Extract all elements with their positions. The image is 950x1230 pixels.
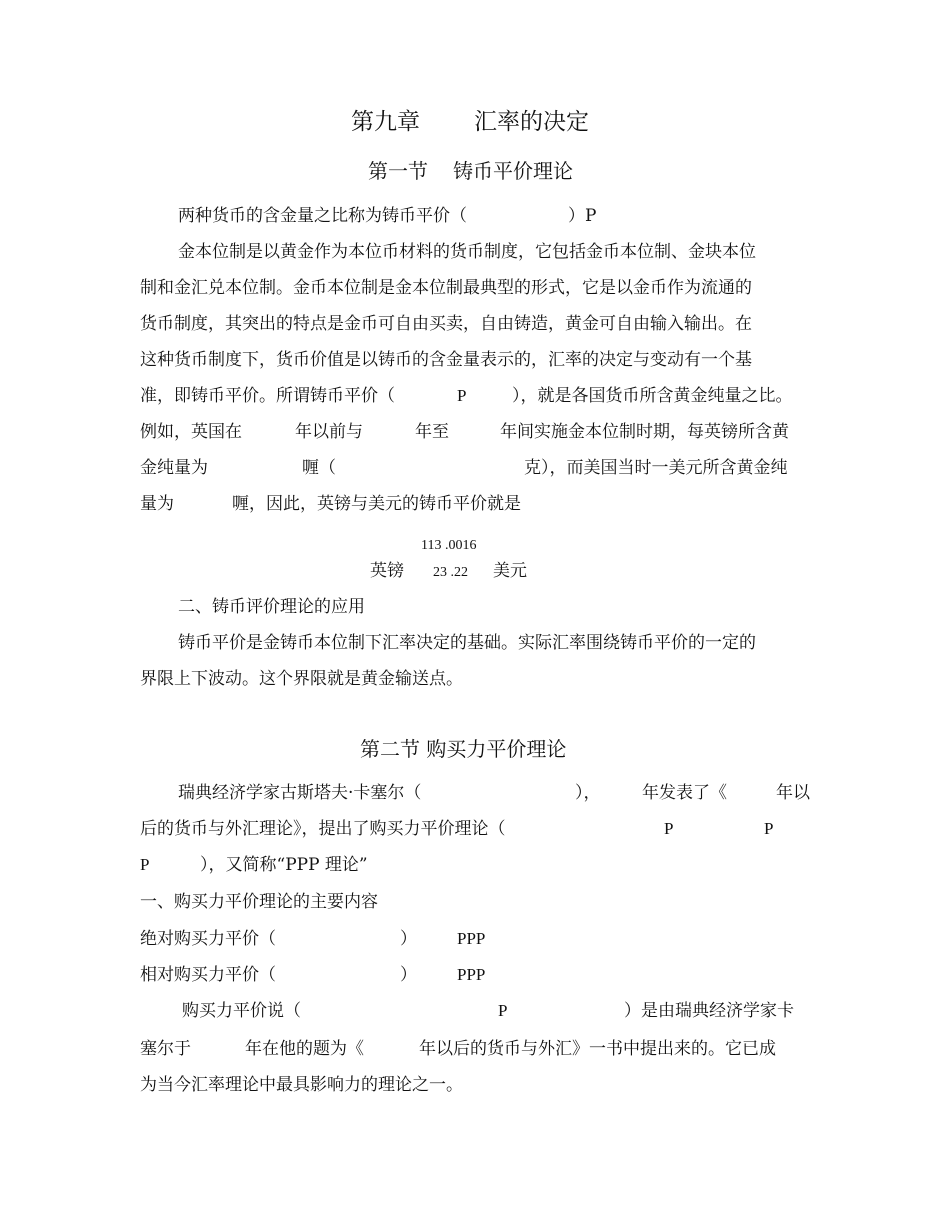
paragraph-fragment: 年在他的题为《: [245, 1039, 364, 1059]
formula-currency-usd: 美元: [493, 561, 527, 581]
section1-title: 铸币平价理论: [453, 159, 573, 183]
paragraph-fragment: ），又简称“PPP 理论”: [200, 855, 368, 875]
paragraph-fragment: 克），而美国当时一美元所含黄金纯: [524, 458, 788, 478]
chapter-number: 第九章: [351, 109, 420, 135]
formula-value: 23 .22: [433, 565, 468, 580]
subheading: 二、铸币评价理论的应用: [178, 597, 365, 617]
paragraph-fragment: P: [457, 386, 467, 405]
paragraph-line: 准，即铸币平价。所谓铸币平价（: [140, 386, 395, 406]
paragraph-line: 为当今汇率理论中最具影响力的理论之一。: [140, 1075, 463, 1095]
chapter-title: 汇率的决定: [474, 109, 589, 135]
paragraph-line: 金本位制是以黄金作为本位币材料的货币制度，它包括金币本位制、金块本位: [178, 242, 756, 262]
paragraph-fragment: 年发表了《: [642, 783, 727, 803]
paragraph-fragment: ），: [575, 783, 601, 803]
paragraph-fragment: 喱（: [302, 458, 336, 478]
paragraph-line: 制和金汇兑本位制。金币本位制是金本位制最典型的形式，它是以金币作为流通的: [140, 278, 752, 298]
paragraph-line: 购买力平价说（: [182, 1001, 301, 1021]
paragraph-fragment: 喱，因此，英镑与美元的铸币平价就是: [232, 494, 521, 514]
paragraph-fragment: ），就是各国货币所含黄金纯量之比。: [512, 386, 793, 406]
subheading: 一、购买力平价理论的主要内容: [140, 892, 378, 912]
formula-numerator: 113 .0016: [421, 538, 477, 553]
relative-ppp-bracket: ）: [400, 965, 417, 985]
section1-number: 第一节: [368, 159, 428, 183]
absolute-ppp-abbr: PPP: [457, 929, 486, 948]
paragraph-fragment: 年间实施金本位制时期，每英镑所含黄: [500, 422, 789, 442]
paragraph-line: 铸币平价是金铸币本位制下汇率决定的基础。实际汇率围绕铸币平价的一定的: [178, 633, 756, 653]
paragraph-line: 这种货币制度下，货币价值是以铸币的含金量表示的，汇率的决定与变动有一个基: [140, 350, 752, 370]
paragraph-fragment: 年以: [776, 783, 810, 803]
mint-parity-definition-tail: ）P: [568, 206, 597, 226]
paragraph-line: 瑞典经济学家古斯塔夫·卡塞尔（: [178, 783, 422, 803]
paragraph-fragment: 年以后的货币与外汇》一书中提出来的。它已成: [419, 1039, 776, 1059]
section2-title: 第二节 购买力平价理论: [360, 737, 567, 761]
paragraph-fragment: P: [764, 819, 774, 838]
paragraph-fragment: P: [664, 819, 674, 838]
paragraph-fragment: P: [498, 1001, 508, 1020]
relative-ppp-abbr: PPP: [457, 965, 486, 984]
mint-parity-definition: 两种货币的含金量之比称为铸币平价（: [178, 206, 467, 226]
paragraph-line: 货币制度，其突出的特点是金币可自由买卖，自由铸造，黄金可自由输入输出。在: [140, 314, 752, 334]
formula-currency-gbp: 英镑: [370, 561, 404, 581]
paragraph-fragment: P: [140, 855, 150, 874]
paragraph-line: 界限上下波动。这个界限就是黄金输送点。: [140, 669, 463, 689]
absolute-ppp-label: 绝对购买力平价（: [140, 929, 276, 949]
paragraph-line: 金纯量为: [140, 458, 208, 478]
paragraph-line: 后的货币与外汇理论》，提出了购买力平价理论（: [140, 819, 506, 839]
absolute-ppp-bracket: ）: [400, 929, 417, 949]
paragraph-line: 量为: [140, 494, 174, 514]
paragraph-fragment: 年至: [415, 422, 449, 442]
paragraph-fragment: 年以前与: [295, 422, 363, 442]
paragraph-fragment: ）是由瑞典经济学家卡: [624, 1001, 794, 1021]
paragraph-line: 例如，英国在: [140, 422, 242, 442]
paragraph-line: 塞尔于: [140, 1039, 191, 1059]
relative-ppp-label: 相对购买力平价（: [140, 965, 276, 985]
